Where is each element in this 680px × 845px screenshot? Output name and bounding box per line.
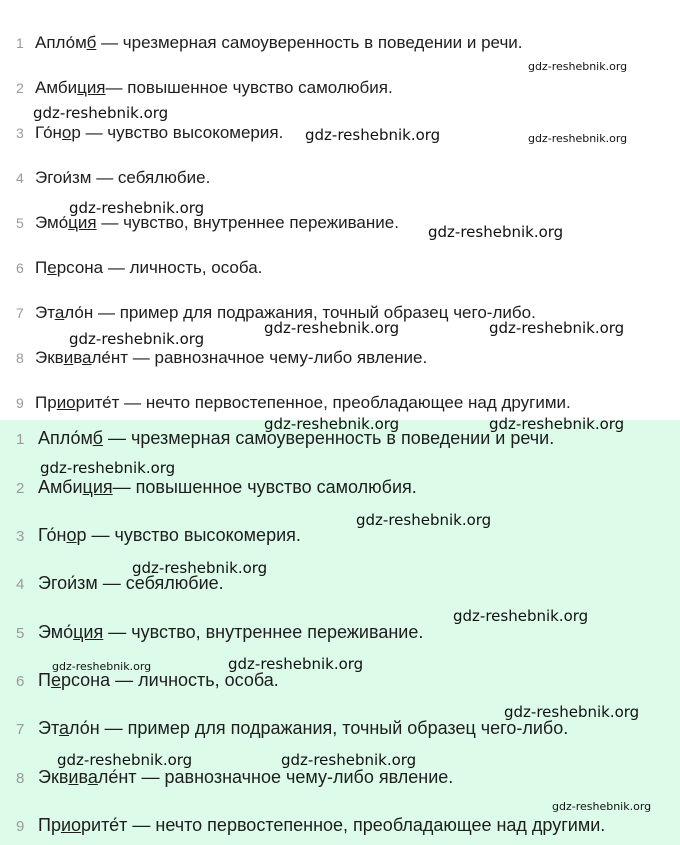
item-number: 1 bbox=[16, 431, 25, 448]
item-text: Эмо́ция — чувство, внутреннее переживание. bbox=[35, 213, 399, 232]
item-text: Апло́мб — чрезмерная самоуверенность в поведении и речи. bbox=[38, 428, 555, 448]
item-text: Эмо́ция — чувство, внутреннее переживание. bbox=[38, 622, 424, 642]
item-number: 2 bbox=[16, 480, 25, 497]
item-text: Персона — личность, особа. bbox=[38, 670, 279, 690]
bottom-definition-list bbox=[0, 420, 680, 845]
watermark: gdz-reshebnik.org bbox=[305, 126, 441, 144]
watermark: gdz-reshebnik.org bbox=[69, 330, 205, 348]
item-text: Го́нор — чувство высокомерия. bbox=[38, 525, 301, 545]
watermark: gdz-reshebnik.org bbox=[264, 319, 400, 337]
item-number: 6 bbox=[16, 260, 24, 276]
item-text: Приорите́т — нечто первостепенное, преобладающее над другими. bbox=[35, 393, 571, 412]
watermark: gdz-reshebnik.org bbox=[489, 319, 625, 337]
item-number: 7 bbox=[16, 305, 24, 321]
item-number: 3 bbox=[16, 528, 25, 545]
item-number: 8 bbox=[16, 770, 25, 787]
item-text: Эквивале́нт — равнозначное чему-либо явление. bbox=[38, 767, 454, 787]
item-text: Этало́н — пример для подражания, точный образец чего-либо. bbox=[35, 303, 536, 322]
watermark: gdz-reshebnik.org bbox=[504, 703, 640, 721]
watermark: gdz-reshebnik.org bbox=[528, 60, 628, 73]
watermark: gdz-reshebnik.org bbox=[264, 415, 400, 433]
item-text: Эгои́зм — себялюбие. bbox=[35, 168, 211, 187]
item-number: 2 bbox=[16, 80, 24, 96]
item-number: 8 bbox=[16, 350, 24, 366]
watermark: gdz-reshebnik.org bbox=[57, 751, 193, 769]
item-text: Персона — личность, особа. bbox=[35, 258, 263, 277]
item-text: Приорите́т — нечто первостепенное, преобладающее над другими. bbox=[38, 815, 606, 835]
item-number: 5 bbox=[16, 215, 24, 231]
item-number: 7 bbox=[16, 721, 25, 738]
item-number: 9 bbox=[16, 818, 25, 835]
item-number: 9 bbox=[16, 395, 24, 411]
item-number: 4 bbox=[16, 170, 24, 186]
item-text: Апло́мб — чрезмерная самоуверенность в поведении и речи. bbox=[35, 33, 523, 52]
watermark: gdz-reshebnik.org bbox=[356, 511, 492, 529]
item-text: Го́нор — чувство высокомерия. bbox=[35, 123, 284, 142]
item-number: 3 bbox=[16, 125, 24, 141]
item-number: 4 bbox=[16, 576, 25, 593]
item-text: Эквивале́нт — равнозначное чему-либо явление. bbox=[35, 348, 428, 367]
watermark: gdz-reshebnik.org bbox=[552, 800, 652, 813]
watermark: gdz-reshebnik.org bbox=[52, 660, 152, 673]
watermark: gdz-reshebnik.org bbox=[528, 132, 628, 145]
item-number: 6 bbox=[16, 673, 25, 690]
item-text: Эгои́зм — себялюбие. bbox=[38, 573, 224, 593]
watermark: gdz-reshebnik.org bbox=[40, 459, 176, 477]
item-number: 5 bbox=[16, 625, 25, 642]
item-text: Амбиция— повышенное чувство самолюбия. bbox=[35, 78, 393, 97]
item-number: 1 bbox=[16, 35, 24, 51]
watermark: gdz-reshebnik.org bbox=[132, 559, 268, 577]
watermark: gdz-reshebnik.org bbox=[453, 607, 589, 625]
watermark: gdz-reshebnik.org bbox=[428, 223, 564, 241]
watermark: gdz-reshebnik.org bbox=[228, 655, 364, 673]
item-text: Амбиция— повышенное чувство самолюбия. bbox=[38, 477, 417, 497]
watermark: gdz-reshebnik.org bbox=[33, 104, 169, 122]
watermark: gdz-reshebnik.org bbox=[489, 415, 625, 433]
watermark: gdz-reshebnik.org bbox=[69, 199, 205, 217]
watermark: gdz-reshebnik.org bbox=[281, 751, 417, 769]
item-text: Этало́н — пример для подражания, точный образец чего-либо. bbox=[38, 718, 569, 738]
